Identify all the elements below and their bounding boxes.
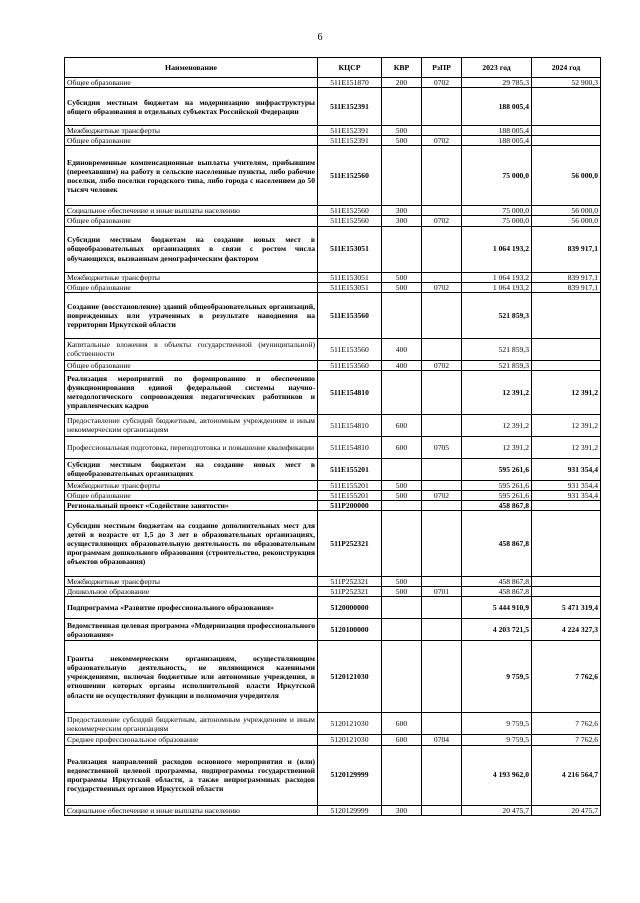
- cell-2024: [532, 126, 601, 136]
- cell-2024: 5 471 319,4: [532, 597, 601, 619]
- cell-rzpr: [422, 480, 462, 490]
- cell-rzpr: 0702: [422, 78, 462, 88]
- cell-2023: 29 785,3: [462, 78, 532, 88]
- cell-2023: 75 000,0: [462, 146, 532, 206]
- cell-kvr: [382, 146, 422, 206]
- cell-rzpr: [422, 597, 462, 619]
- cell-kvr: 400: [382, 338, 422, 360]
- table-row: [65, 146, 601, 206]
- cell-name: Субсидии местным бюджетам на создание новых мест в общеобразовательных организациях: [65, 458, 318, 480]
- cell-name: Межбюджетные трансферты: [65, 126, 318, 136]
- table-row: [65, 619, 601, 641]
- cell-2024: 12 391,2: [532, 436, 601, 458]
- cell-2023: 4 193 962,0: [462, 745, 532, 805]
- cell-2024: 4 224 327,3: [532, 619, 601, 641]
- cell-rzpr: 0704: [422, 735, 462, 745]
- cell-kcsr: 511E152560: [318, 216, 382, 226]
- cell-kcsr: 511E152560: [318, 206, 382, 216]
- cell-name: Общее образование: [65, 360, 318, 370]
- cell-name: Межбюджетные трансферты: [65, 577, 318, 587]
- cell-kcsr: 5120121030: [318, 641, 382, 713]
- cell-rzpr: [422, 619, 462, 641]
- cell-kcsr: 511E154810: [318, 436, 382, 458]
- cell-name: Единовременные компенсационные выплаты учителям, прибывшим (переехавшим) на работу в сельские населенные пункты, либо рабочие поселки, либо поселки городского типа, либо города с населением до 50 тысяч человек: [65, 146, 318, 206]
- cell-name: Социальное обеспечение и иные выплаты населению: [65, 206, 318, 216]
- cell-name: Предоставление субсидий бюджетным, автономным учреждениям и иным некоммерческим организациям: [65, 713, 318, 735]
- cell-2023: 458 867,8: [462, 511, 532, 577]
- cell-rzpr: [422, 745, 462, 805]
- cell-2023: 5 444 910,9: [462, 597, 532, 619]
- cell-kvr: 300: [382, 805, 422, 815]
- table-row: [65, 226, 601, 272]
- cell-kcsr: 511P252321: [318, 577, 382, 587]
- cell-rzpr: [422, 88, 462, 126]
- cell-kvr: 300: [382, 206, 422, 216]
- cell-2024: 839 917,1: [532, 272, 601, 282]
- table-row: [65, 735, 601, 745]
- cell-2024: 839 917,1: [532, 282, 601, 292]
- cell-2023: 1 064 193,2: [462, 282, 532, 292]
- cell-2023: 20 475,7: [462, 805, 532, 815]
- cell-kcsr: 511E154810: [318, 414, 382, 436]
- table-row: [65, 436, 601, 458]
- cell-kvr: [382, 88, 422, 126]
- table-row: [65, 480, 601, 490]
- cell-name: Создание (восстановление) зданий общеобразовательных организаций, поврежденных или утраченных в результате наводнения на территории Иркутской области: [65, 292, 318, 338]
- cell-kvr: [382, 370, 422, 414]
- cell-name: Общее образование: [65, 136, 318, 146]
- cell-rzpr: 0702: [422, 360, 462, 370]
- header-rzpr: РзПР: [422, 58, 462, 78]
- cell-kvr: 500: [382, 126, 422, 136]
- cell-kcsr: 511P252321: [318, 587, 382, 597]
- cell-kcsr: 511E155201: [318, 480, 382, 490]
- cell-rzpr: [422, 226, 462, 272]
- cell-2023: 521 859,3: [462, 292, 532, 338]
- cell-name: Реализация мероприятий по формированию и обеспечению функционирования единой федеральной системы научно-методологического сопровождения педагогических работников и управленческих кадров: [65, 370, 318, 414]
- cell-2023: 188 005,4: [462, 136, 532, 146]
- cell-rzpr: 0702: [422, 282, 462, 292]
- cell-name: Общее образование: [65, 216, 318, 226]
- cell-2024: [532, 88, 601, 126]
- cell-2024: [532, 577, 601, 587]
- cell-name: Социальное обеспечение и иные выплаты населению: [65, 805, 318, 815]
- cell-2024: 56 000,0: [532, 216, 601, 226]
- cell-kcsr: 511E151870: [318, 78, 382, 88]
- cell-name: Реализация направлений расходов основного мероприятия и (или) ведомственной целевой программы, подпрограммы государственной программы Иркутской области, а также непрограммных расходов государственных органов Иркутской области: [65, 745, 318, 805]
- cell-kvr: 500: [382, 480, 422, 490]
- cell-kcsr: 511E153051: [318, 226, 382, 272]
- table-row: [65, 490, 601, 500]
- cell-rzpr: [422, 458, 462, 480]
- cell-kvr: 300: [382, 216, 422, 226]
- cell-kcsr: 5120000000: [318, 597, 382, 619]
- cell-rzpr: [422, 206, 462, 216]
- cell-2023: 12 391,2: [462, 436, 532, 458]
- cell-2024: [532, 511, 601, 577]
- cell-2023: 521 859,3: [462, 360, 532, 370]
- table-row: [65, 338, 601, 360]
- table-row: [65, 511, 601, 577]
- cell-2024: [532, 292, 601, 338]
- cell-2024: 12 391,2: [532, 414, 601, 436]
- table-row: [65, 458, 601, 480]
- cell-kvr: [382, 511, 422, 577]
- cell-2024: [532, 338, 601, 360]
- cell-name: Профессиональная подготовка, переподготовка и повышение квалификации: [65, 436, 318, 458]
- cell-2024: 839 917,1: [532, 226, 601, 272]
- table-row: [65, 501, 601, 511]
- cell-name: Ведомственная целевая программа «Модернизация профессионального образования»: [65, 619, 318, 641]
- header-name: Наименование: [65, 58, 318, 78]
- cell-rzpr: [422, 641, 462, 713]
- cell-2024: 56 000,0: [532, 146, 601, 206]
- table-row: [65, 88, 601, 126]
- cell-2023: 521 859,3: [462, 338, 532, 360]
- table-row: [65, 370, 601, 414]
- table-row: [65, 745, 601, 805]
- cell-2023: 75 000,0: [462, 216, 532, 226]
- cell-kvr: [382, 641, 422, 713]
- cell-kcsr: 511E152391: [318, 126, 382, 136]
- cell-kcsr: 511E153560: [318, 338, 382, 360]
- cell-kcsr: 511E153560: [318, 292, 382, 338]
- cell-rzpr: [422, 501, 462, 511]
- table-row: [65, 216, 601, 226]
- cell-rzpr: [422, 577, 462, 587]
- cell-2023: 188 005,4: [462, 88, 532, 126]
- cell-kvr: [382, 226, 422, 272]
- cell-2023: 9 759,5: [462, 641, 532, 713]
- cell-kvr: 500: [382, 136, 422, 146]
- cell-name: Субсидии местным бюджетам на модернизацию инфраструктуры общего образования в отдельных субъектах Российской Федерации: [65, 88, 318, 126]
- table-row: [65, 292, 601, 338]
- cell-rzpr: [422, 414, 462, 436]
- cell-2023: 458 867,8: [462, 577, 532, 587]
- cell-2023: 1 064 193,2: [462, 272, 532, 282]
- cell-kcsr: 5120121030: [318, 713, 382, 735]
- cell-kvr: 500: [382, 490, 422, 500]
- table-row: [65, 78, 601, 88]
- cell-kcsr: 511E154810: [318, 370, 382, 414]
- cell-name: Дошкольное образование: [65, 587, 318, 597]
- cell-2024: 12 391,2: [532, 370, 601, 414]
- cell-kvr: 600: [382, 713, 422, 735]
- cell-2024: 7 762,6: [532, 713, 601, 735]
- cell-2024: [532, 136, 601, 146]
- cell-name: Капитальные вложения в объекты государственной (муниципальной) собственности: [65, 338, 318, 360]
- table-header-row: [65, 58, 601, 78]
- cell-rzpr: [422, 338, 462, 360]
- cell-kvr: [382, 292, 422, 338]
- cell-name: Межбюджетные трансферты: [65, 480, 318, 490]
- cell-rzpr: [422, 126, 462, 136]
- cell-rzpr: 0701: [422, 587, 462, 597]
- table-row: [65, 805, 601, 815]
- table-row: [65, 641, 601, 713]
- cell-rzpr: [422, 292, 462, 338]
- cell-2024: 7 762,6: [532, 735, 601, 745]
- cell-2024: 931 354,4: [532, 480, 601, 490]
- cell-kcsr: 5120100000: [318, 619, 382, 641]
- cell-2023: 595 261,6: [462, 490, 532, 500]
- cell-rzpr: [422, 370, 462, 414]
- table-row: [65, 272, 601, 282]
- table-row: [65, 136, 601, 146]
- cell-name: Субсидии местным бюджетам на создание новых мест в общеобразовательных организациях в связи с ростом числа обучающихся, вызванным демографическим фактором: [65, 226, 318, 272]
- cell-2024: 931 354,4: [532, 458, 601, 480]
- cell-kcsr: 5120129999: [318, 745, 382, 805]
- cell-kvr: 200: [382, 78, 422, 88]
- cell-2023: 458 867,8: [462, 501, 532, 511]
- cell-2024: 56 000,0: [532, 206, 601, 216]
- cell-rzpr: [422, 805, 462, 815]
- cell-kvr: [382, 501, 422, 511]
- cell-name: Общее образование: [65, 282, 318, 292]
- cell-rzpr: 0702: [422, 216, 462, 226]
- cell-kcsr: 511E152391: [318, 88, 382, 126]
- header-kcsr: КЦСР: [318, 58, 382, 78]
- cell-2024: [532, 587, 601, 597]
- cell-kvr: [382, 745, 422, 805]
- table-row: [65, 597, 601, 619]
- cell-2023: 458 867,8: [462, 587, 532, 597]
- cell-kcsr: 5120121030: [318, 735, 382, 745]
- table-body: [65, 78, 601, 816]
- cell-kvr: 500: [382, 587, 422, 597]
- cell-kvr: 600: [382, 735, 422, 745]
- cell-rzpr: 0705: [422, 436, 462, 458]
- budget-table: [64, 57, 601, 816]
- table-row: [65, 577, 601, 587]
- cell-kcsr: 511P200000: [318, 501, 382, 511]
- cell-kvr: [382, 597, 422, 619]
- header-kvr: КВР: [382, 58, 422, 78]
- table-row: [65, 414, 601, 436]
- cell-2023: 9 759,5: [462, 735, 532, 745]
- cell-rzpr: 0702: [422, 490, 462, 500]
- cell-kcsr: 511E152391: [318, 136, 382, 146]
- cell-kvr: [382, 458, 422, 480]
- cell-name: Подпрограмма «Развитие профессионального образования»: [65, 597, 318, 619]
- cell-name: Межбюджетные трансферты: [65, 272, 318, 282]
- cell-2023: 9 759,5: [462, 713, 532, 735]
- cell-2024: 20 475,7: [532, 805, 601, 815]
- cell-2023: 1 064 193,2: [462, 226, 532, 272]
- cell-kvr: [382, 619, 422, 641]
- cell-kvr: 600: [382, 436, 422, 458]
- cell-name: Общее образование: [65, 490, 318, 500]
- cell-rzpr: [422, 511, 462, 577]
- cell-name: Субсидии местным бюджетам на создание дополнительных мест для детей в возрасте от 1,5 до 3 лет в образовательных организациях, осуществляющих образовательную деятельность по образовательным программам дошкольного образования (строительство, реконструкция объектов образования): [65, 511, 318, 577]
- cell-kvr: 600: [382, 414, 422, 436]
- cell-kvr: 500: [382, 577, 422, 587]
- table-row: [65, 282, 601, 292]
- table-row: [65, 587, 601, 597]
- cell-kcsr: 511E153051: [318, 282, 382, 292]
- cell-kcsr: 511E153051: [318, 272, 382, 282]
- cell-kcsr: 5120129999: [318, 805, 382, 815]
- page-number: 6: [317, 32, 323, 43]
- header-2024: 2024 год: [532, 58, 601, 78]
- cell-2024: 931 354,4: [532, 490, 601, 500]
- cell-rzpr: [422, 146, 462, 206]
- cell-2023: 188 005,4: [462, 126, 532, 136]
- cell-kvr: 400: [382, 360, 422, 370]
- cell-name: Региональный проект «Содействие занятости»: [65, 501, 318, 511]
- cell-name: Среднее профессиональное образование: [65, 735, 318, 745]
- cell-2023: 4 203 721,5: [462, 619, 532, 641]
- cell-rzpr: [422, 272, 462, 282]
- cell-name: Общее образование: [65, 78, 318, 88]
- cell-2024: 52 900,3: [532, 78, 601, 88]
- cell-2024: 4 216 564,7: [532, 745, 601, 805]
- cell-name: Предоставление субсидий бюджетным, автономным учреждениям и иным некоммерческим организациям: [65, 414, 318, 436]
- cell-2023: 12 391,2: [462, 370, 532, 414]
- cell-2023: 75 000,0: [462, 206, 532, 216]
- cell-2024: [532, 501, 601, 511]
- cell-2023: 12 391,2: [462, 414, 532, 436]
- cell-rzpr: [422, 713, 462, 735]
- cell-kcsr: 511E152560: [318, 146, 382, 206]
- cell-2024: 7 762,6: [532, 641, 601, 713]
- cell-rzpr: 0702: [422, 136, 462, 146]
- cell-2023: 595 261,6: [462, 480, 532, 490]
- cell-kcsr: 511E155201: [318, 458, 382, 480]
- cell-2023: 595 261,6: [462, 458, 532, 480]
- cell-kcsr: 511E155201: [318, 490, 382, 500]
- cell-2024: [532, 360, 601, 370]
- cell-kvr: 500: [382, 282, 422, 292]
- table-row: [65, 206, 601, 216]
- table-row: [65, 360, 601, 370]
- cell-name: Гранты некоммерческим организациям, осуществляющим образовательную деятельность, не являющимся казенными учреждениями, включая бюджетные или автономные учреждения, в отношении которых органы исполнительной власти Иркутской области не осуществляют функции и полномочия учредителя: [65, 641, 318, 713]
- cell-kcsr: 511P252321: [318, 511, 382, 577]
- header-2023: 2023 год: [462, 58, 532, 78]
- table-row: [65, 126, 601, 136]
- cell-kvr: 500: [382, 272, 422, 282]
- cell-kcsr: 511E153560: [318, 360, 382, 370]
- table-row: [65, 713, 601, 735]
